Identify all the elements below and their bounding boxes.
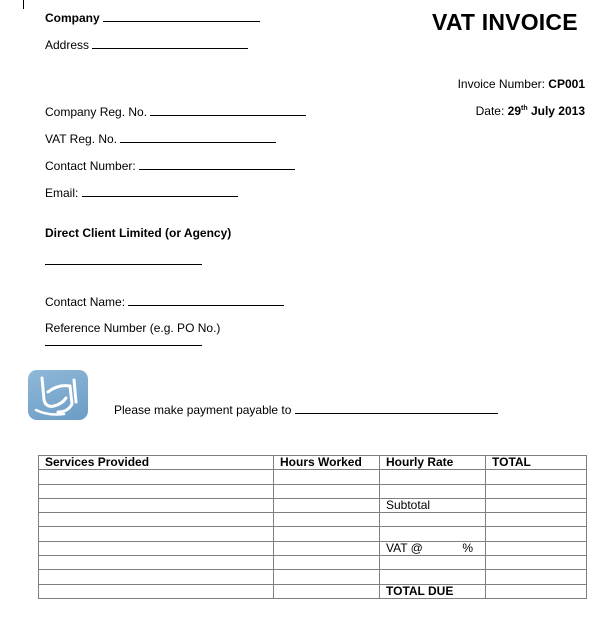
payment-payable-field <box>114 402 498 417</box>
subtotal-label: Subtotal <box>380 498 486 512</box>
rate-cell[interactable] <box>380 527 486 541</box>
hours-cell[interactable] <box>274 513 380 527</box>
rate-cell[interactable] <box>380 470 486 484</box>
vat-value-cell[interactable] <box>486 541 587 555</box>
total-cell[interactable] <box>486 556 587 570</box>
client-name-input-line[interactable] <box>45 264 202 265</box>
services-cell[interactable] <box>39 513 274 527</box>
address-field <box>45 37 248 52</box>
total-cell[interactable] <box>486 570 587 584</box>
table-row <box>39 584 587 598</box>
services-cell[interactable] <box>39 470 274 484</box>
header-hourly-rate: Hourly Rate <box>380 456 486 470</box>
invoice-date <box>476 104 585 118</box>
table-row <box>39 484 587 498</box>
total-cell[interactable] <box>486 484 587 498</box>
services-cell[interactable] <box>39 527 274 541</box>
total-due-value-cell[interactable] <box>486 584 587 598</box>
services-cell[interactable] <box>39 484 274 498</box>
contact-name-input-line[interactable] <box>128 294 284 306</box>
hours-cell[interactable] <box>274 570 380 584</box>
hours-cell[interactable] <box>274 484 380 498</box>
header-total: TOTAL <box>486 456 587 470</box>
hours-cell[interactable] <box>274 498 380 512</box>
vat-reg-field <box>45 131 276 146</box>
email-input-line[interactable] <box>82 185 238 197</box>
rate-cell[interactable] <box>380 556 486 570</box>
invoice-number-label: Invoice Number: <box>457 77 545 91</box>
total-cell[interactable] <box>486 470 587 484</box>
table-row <box>39 470 587 484</box>
date-label: Date: <box>475 104 505 118</box>
services-cell[interactable] <box>39 541 274 555</box>
email-field <box>45 185 238 200</box>
company-reg-field <box>45 104 306 119</box>
contact-number-field <box>45 158 295 173</box>
payment-label: Please make payment payable to <box>114 403 292 417</box>
date-day: 29 <box>507 104 521 118</box>
company-label: Company <box>45 11 100 25</box>
contact-number-input-line[interactable] <box>139 158 295 170</box>
calligraphy-logo-icon <box>28 370 88 420</box>
services-cell[interactable] <box>39 498 274 512</box>
services-table <box>38 455 587 599</box>
vat-reg-label: VAT Reg. No. <box>45 132 118 146</box>
hours-cell[interactable] <box>274 556 380 570</box>
invoice-number-value: CP001 <box>548 77 585 91</box>
rate-cell[interactable] <box>380 513 486 527</box>
client-heading: Direct Client Limited (or Agency) <box>45 226 232 240</box>
date-value <box>508 104 585 118</box>
company-reg-label: Company Reg. No. <box>45 105 148 119</box>
rate-cell[interactable] <box>380 570 486 584</box>
invoice-number <box>458 77 585 91</box>
table-row <box>39 541 587 555</box>
services-cell[interactable] <box>39 570 274 584</box>
email-label: Email: <box>45 186 79 200</box>
header-hours-worked: Hours Worked <box>274 456 380 470</box>
subtotal-value-cell[interactable] <box>486 498 587 512</box>
date-rest: July 2013 <box>530 104 585 118</box>
vat-label: VAT @ <box>386 541 423 555</box>
payment-payable-input-line[interactable] <box>295 402 498 414</box>
address-label: Address <box>45 38 90 52</box>
table-row <box>39 513 587 527</box>
table-row <box>39 570 587 584</box>
contact-name-label: Contact Name: <box>45 295 126 309</box>
rate-cell[interactable] <box>380 484 486 498</box>
hours-cell[interactable] <box>274 584 380 598</box>
text-cursor <box>23 0 24 9</box>
table-row <box>39 498 587 512</box>
services-cell[interactable] <box>39 556 274 570</box>
table-row <box>39 527 587 541</box>
vat-reg-input-line[interactable] <box>120 131 276 143</box>
company-field <box>45 10 260 25</box>
services-cell[interactable] <box>39 584 274 598</box>
table-row <box>39 556 587 570</box>
company-input-line[interactable] <box>103 10 260 22</box>
contact-number-label: Contact Number: <box>45 159 136 173</box>
hours-cell[interactable] <box>274 541 380 555</box>
hours-cell[interactable] <box>274 527 380 541</box>
invoice-title: VAT INVOICE <box>432 9 578 35</box>
total-cell[interactable] <box>486 513 587 527</box>
date-suffix: th <box>521 105 528 112</box>
total-due-label: TOTAL DUE <box>380 584 486 598</box>
total-cell[interactable] <box>486 527 587 541</box>
contact-name-field <box>45 294 284 309</box>
table-header-row <box>39 456 587 470</box>
header-services-provided: Services Provided <box>39 456 274 470</box>
hours-cell[interactable] <box>274 470 380 484</box>
reference-label: Reference Number (e.g. PO No.) <box>45 321 221 335</box>
address-input-line[interactable] <box>92 37 248 49</box>
reference-input-line[interactable] <box>45 345 202 346</box>
vat-percent-sign: % <box>462 541 473 555</box>
vat-rate-cell[interactable] <box>380 541 486 555</box>
company-reg-input-line[interactable] <box>150 104 306 116</box>
